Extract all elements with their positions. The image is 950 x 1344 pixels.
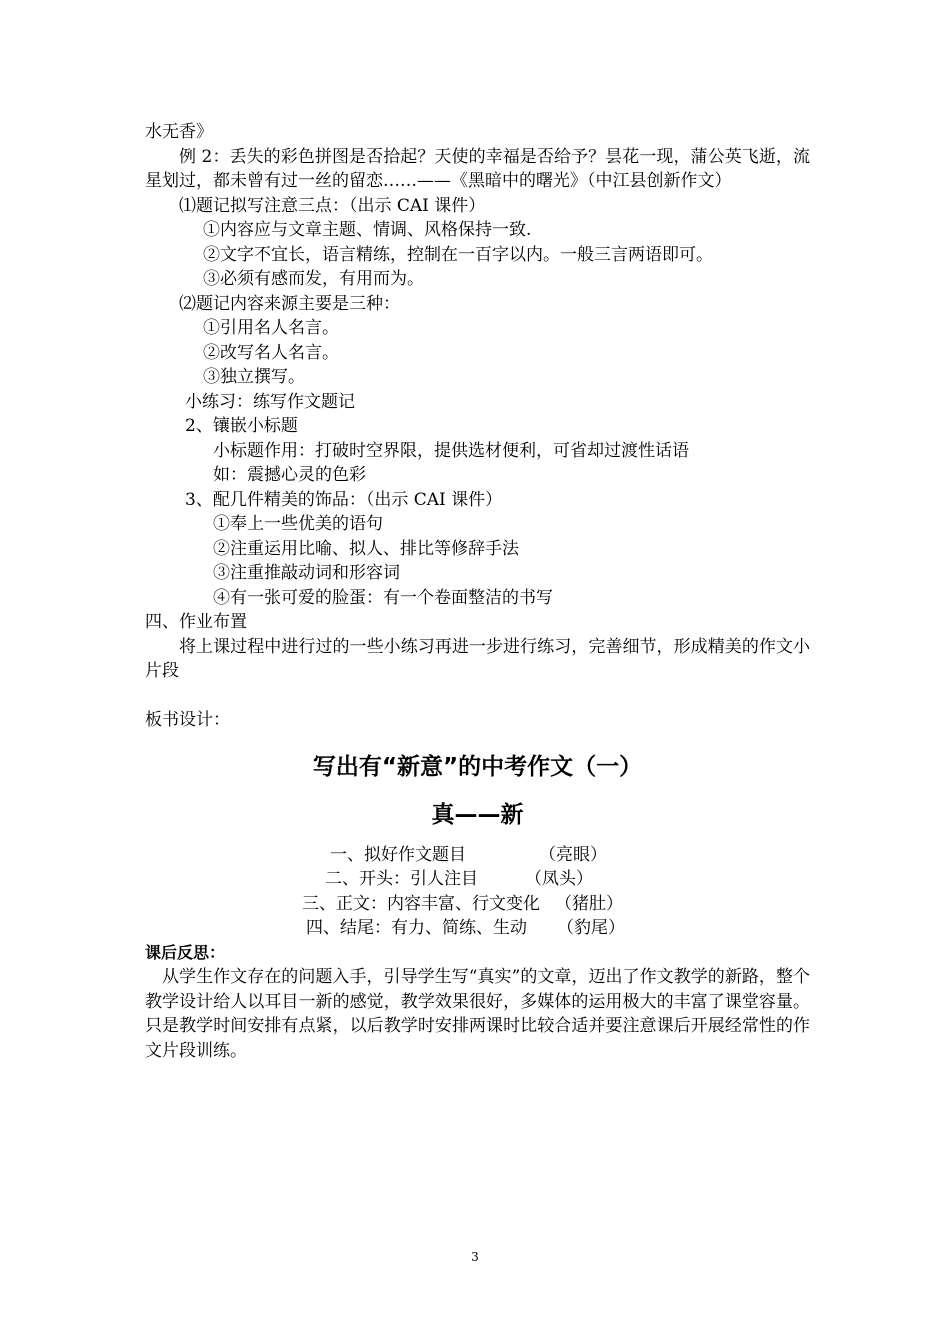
board-row-left: 四、结尾：有力、简练、生动: [306, 918, 527, 938]
text-line: 如：震撼心灵的色彩: [213, 465, 366, 485]
board-row-right: （豹尾）: [557, 918, 625, 938]
text-line: ②改写名人名言。: [203, 342, 339, 363]
board-row: [145, 867, 810, 892]
board-row: [145, 843, 810, 868]
homework-paragraph: 将上课过程中进行过的一些小练习再进一步进行练习，完善细节，形成精美的作文小片段: [145, 636, 810, 681]
board-subtitle: 真——新: [431, 801, 524, 828]
board-row-left: 二、开头：引人注目: [325, 869, 478, 889]
page-number: 3: [471, 1250, 479, 1264]
text-line: ②注重运用比喻、拟人、排比等修辞手法: [213, 538, 519, 559]
text-line: 小标题作用：打破时空界限，提供选材便利，可省却过渡性话语: [213, 440, 689, 461]
text-line: ①引用名人名言。: [203, 318, 339, 338]
board-row: [145, 916, 810, 941]
text-line: 3、配几件精美的饰品：（出示 CAI 课件）: [185, 489, 503, 510]
text-line: 水无香》: [145, 122, 213, 142]
board-row: [145, 892, 810, 917]
text-line: ③必须有感而发，有用而为。: [203, 269, 424, 289]
section-heading: 四、作业布置: [145, 612, 247, 632]
text-line: ①奉上一些优美的语句: [213, 514, 383, 534]
text-line: ④有一张可爱的脸蛋：有一个卷面整洁的书写: [213, 587, 553, 608]
text-line: ⑵题记内容来源主要是三种：: [179, 293, 400, 314]
reflection-paragraph: 从学生作文存在的问题入手，引导学生写“真实”的文章，迈出了作文教学的新路，整个教学设计给人以耳目一新的感觉，教学效果很好，多媒体的运用极大的丰富了课堂容量。只是教学时间安排有点紧，以后教学时安排两课时比较合适并要注意课后开展经常性的作文片段训练。: [145, 967, 810, 1061]
reflection-heading: 课后反思：: [145, 942, 226, 962]
text-line: 2、镶嵌小标题: [185, 416, 298, 436]
text-line: ①内容应与文章主题、情调、风格保持一致.: [203, 220, 532, 240]
board-title: 写出有“新意”的中考作文（一）: [312, 753, 643, 780]
text-line: 小练习：练写作文题记: [185, 391, 355, 412]
board-row-right: （亮眼）: [539, 844, 607, 865]
board-row-right: （猪肚）: [555, 893, 623, 914]
board-row-left: 三、正文：内容丰富、行文变化: [302, 893, 540, 914]
board-row-left: 一、拟好作文题目: [330, 844, 466, 865]
text-line: ③注重推敲动词和形容词: [213, 563, 400, 583]
text-line: ②文字不宜长，语言精练，控制在一百字以内。一般三言两语即可。: [203, 244, 713, 265]
text-line: ③独立撰写。: [203, 367, 305, 387]
text-line: ⑴题记拟写注意三点：（出示 CAI 课件）: [179, 195, 486, 216]
board-design-label: 板书设计：: [145, 710, 230, 730]
board-row-right: （凤头）: [525, 869, 593, 889]
document-page: [145, 120, 810, 1063]
blank-line: [145, 684, 810, 709]
example-paragraph: 例 2：丢失的彩色拼图是否拾起？天使的幸福是否给予？昙花一现，蒲公英飞逝，流星划过，都未曾有过一丝的留恋……——《黑暗中的曙光》（中江县创新作文）: [145, 146, 810, 191]
